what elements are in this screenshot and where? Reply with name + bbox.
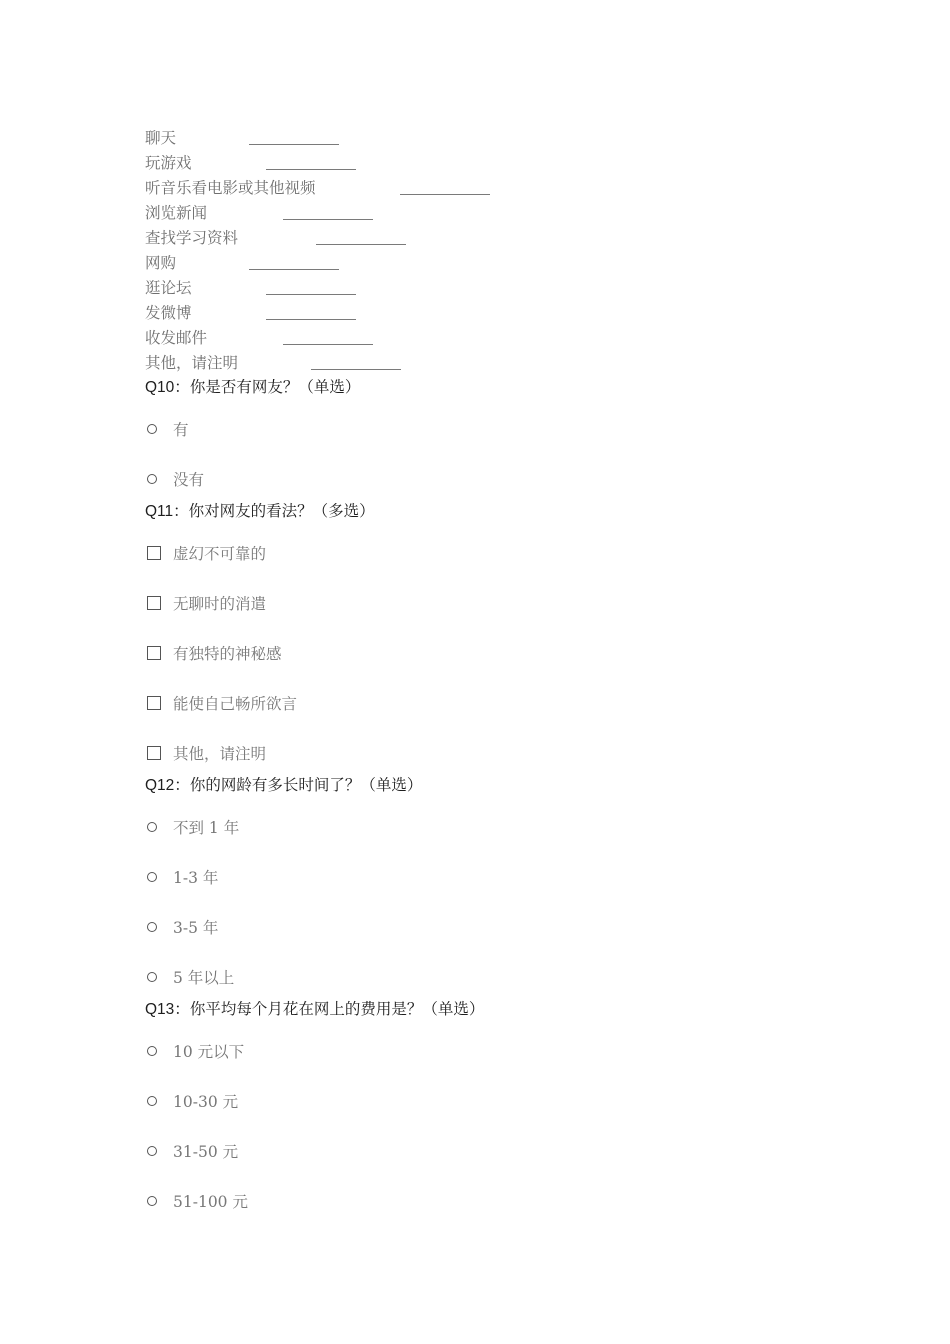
radio-icon[interactable] <box>147 922 157 932</box>
fill-blank[interactable] <box>266 319 356 320</box>
radio-icon[interactable] <box>147 424 157 434</box>
fill-item-forum <box>145 278 365 300</box>
question-text: 你对网友的看法？（多选） <box>188 502 375 520</box>
fill-label: 收发邮件 <box>145 329 208 347</box>
option-label: 31-50 元 <box>173 1143 239 1161</box>
question-number: Q11： <box>145 503 189 520</box>
fill-blank[interactable] <box>283 344 373 345</box>
option-label: 虚幻不可靠的 <box>173 545 267 563</box>
question-number: Q12： <box>145 777 190 794</box>
fill-label: 发微博 <box>145 304 192 322</box>
fill-item-games <box>145 153 365 175</box>
fill-blank[interactable] <box>316 244 406 245</box>
option-label: 有独特的神秘感 <box>173 645 282 663</box>
fill-item-email <box>145 328 385 350</box>
fill-blank[interactable] <box>400 194 490 195</box>
fill-label: 其他，请注明 <box>145 354 239 372</box>
option-label: 10 元以下 <box>173 1043 245 1061</box>
checkbox-icon[interactable] <box>147 646 161 660</box>
fill-label: 浏览新闻 <box>145 204 208 222</box>
checkbox-icon[interactable] <box>147 746 161 760</box>
radio-icon[interactable] <box>147 1196 157 1206</box>
option-label: 51-100 元 <box>173 1193 248 1211</box>
question-q11 <box>145 501 375 522</box>
option-label: 有 <box>173 421 189 439</box>
radio-icon[interactable] <box>147 972 157 982</box>
checkbox-icon[interactable] <box>147 696 161 710</box>
checkbox-icon[interactable] <box>147 596 161 610</box>
question-text: 你平均每个月花在网上的费用是？（单选） <box>189 1000 485 1018</box>
option-label: 不到 1 年 <box>173 819 240 837</box>
fill-blank[interactable] <box>249 144 339 145</box>
fill-label: 查找学习资料 <box>145 229 239 247</box>
option-label: 其他，请注明 <box>173 745 267 763</box>
radio-icon[interactable] <box>147 474 157 484</box>
option-label: 10-30 元 <box>173 1093 239 1111</box>
fill-item-other <box>145 353 405 375</box>
radio-icon[interactable] <box>147 872 157 882</box>
fill-item-media <box>145 178 495 200</box>
fill-label: 聊天 <box>145 129 177 147</box>
checkbox-icon[interactable] <box>147 546 161 560</box>
radio-icon[interactable] <box>147 1146 157 1156</box>
fill-label: 逛论坛 <box>145 279 192 297</box>
radio-icon[interactable] <box>147 1046 157 1056</box>
fill-item-weibo <box>145 303 365 325</box>
option-label: 1-3 年 <box>173 869 219 887</box>
option-label: 3-5 年 <box>173 919 219 937</box>
radio-icon[interactable] <box>147 1096 157 1106</box>
fill-blank[interactable] <box>266 169 356 170</box>
question-text: 你的网龄有多长时间了？（单选） <box>189 776 423 794</box>
question-text: 你是否有网友？（单选） <box>189 378 361 396</box>
fill-item-news <box>145 203 385 225</box>
fill-label: 听音乐看电影或其他视频 <box>145 179 316 197</box>
fill-item-shopping <box>145 253 345 275</box>
question-number: Q10： <box>145 379 190 396</box>
question-q12 <box>145 775 422 796</box>
option-label: 无聊时的消遣 <box>173 595 267 613</box>
fill-blank[interactable] <box>311 369 401 370</box>
option-label: 没有 <box>173 471 205 489</box>
fill-blank[interactable] <box>283 219 373 220</box>
fill-label: 玩游戏 <box>145 154 192 172</box>
option-label: 5 年以上 <box>173 969 235 987</box>
option-label: 能使自己畅所欲言 <box>173 695 298 713</box>
question-q10 <box>145 377 360 398</box>
fill-item-study <box>145 228 415 250</box>
question-q13 <box>145 999 484 1020</box>
fill-item-chat <box>145 128 345 150</box>
fill-blank[interactable] <box>249 269 339 270</box>
question-number: Q13： <box>145 1001 190 1018</box>
fill-blank[interactable] <box>266 294 356 295</box>
fill-label: 网购 <box>145 254 177 272</box>
radio-icon[interactable] <box>147 822 157 832</box>
